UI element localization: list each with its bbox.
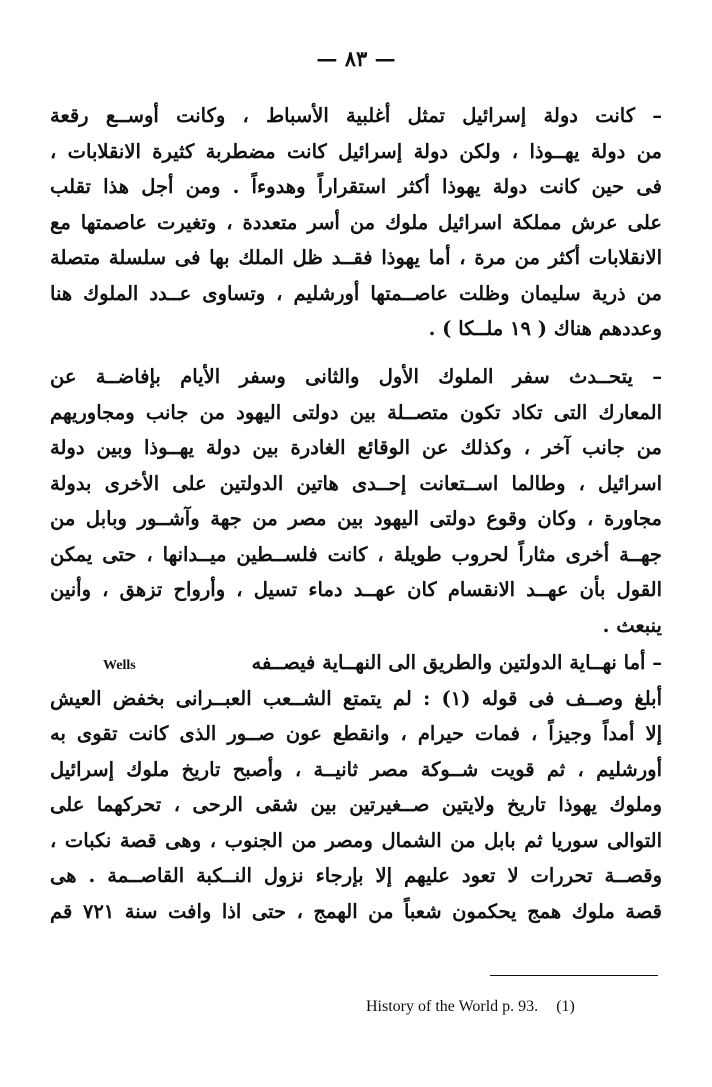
footnote-text: History of the World p. 93. [366, 998, 539, 1015]
text-line: فى حين كانت دولة يهوذا أكثر استقراراً وهدوءاً . ومن أجل هذا تقلب [50, 175, 662, 198]
footnote [366, 998, 575, 1016]
text-line: من ذرية سليمان وظلت عاصــمتها أورشليم ، وتساوى عــدد الملوك هنا [50, 281, 662, 305]
text-line: القول بأن عهــد الانقسام كان عهــد دماء تسيل ، وأرواح تزهق ، وأنين [50, 578, 662, 601]
text-line: مجاورة ، وكان وقوع دولتى اليهود بين مصر من جهة وآشــور وبابل من [50, 507, 662, 530]
text-line: من جانب آخر ، وكذلك عن الوقائع الغادرة بين دولة يهــوذا وبين دولة [50, 436, 662, 459]
text-line: التوالى سوريا ثم بابل من الشمال ومصر من الجنوب ، وهى قصة نكبات ، [50, 828, 662, 852]
paragraph-3 [50, 645, 662, 929]
text-line: وملوك يهوذا تاريخ ولايتين صــغيرتين بين شقى الرحى ، تحركهما على [50, 793, 662, 816]
footnote-marker: (1) [556, 998, 575, 1015]
text-line: المعارك التى تكاد تكون متصــلة بين دولتى اليهود من جانب ومجاوريهم [50, 400, 662, 424]
text-line: وعددهم هناك ( ١٩ ملــكا ) . [428, 317, 662, 340]
page-number: — ٨٣ — [316, 46, 396, 71]
text-line: – أما نهــاية الدولتين والطريق الى النهــاية فيصــفه [251, 651, 662, 674]
text-line: – كانت دولة إسرائيل تمثل أغلبية الأسباط ، وكانت أوســع رقعة [50, 104, 662, 127]
text-line: على عرش مملكة اسرائيل ملوك من أسر متعددة ، وتغيرت عاصمتها مع [50, 210, 662, 234]
paragraph-2 [50, 359, 662, 643]
text-line: أورشليم ، ثم قويت شــوكة مصر ثانيــة ، وأصبح تاريخ ملوك إسرائيل [50, 757, 662, 781]
paragraph-1 [50, 98, 662, 347]
text-line: جهــة أخرى مثاراً لحروب طويلة ، كانت فلســطين ميــدانها ، حتى يمكن [50, 542, 662, 566]
text-line: وقصــة تحررات لا تعود عليهم إلا بإرجاء نزول النــكبة القاصــمة . هى [50, 864, 662, 887]
text-line: – يتحــدث سفر الملوك الأول والثانى وسفر الأيام بإفاضــة عن [50, 365, 662, 388]
text-line: إلا أمداً وجيزاً ، فمات حيرام ، وانقطع عون صــور الذى كانت تقوى به [50, 722, 662, 745]
text-line: ينبعث . [602, 613, 662, 637]
text-line: قصة ملوك همج يحكمون شعباً من الهمج ، حتى اذا وافت سنة ٧٢١ قم [50, 899, 662, 923]
text-line: أبلغ وصــف فى قوله (١) : لم يتمتع الشــعب العبــرانى بخفض العيش [50, 686, 662, 710]
footnote-divider [490, 975, 658, 976]
text-line: من دولة يهــوذا ، ولكن دولة إسرائيل كانت مضطربة كثيرة الانقلابات ، [50, 139, 662, 163]
text-line: الانقلابات أكثر من مرة ، أما يهوذا فقــد ظل الملك بها فى سلسلة متصلة [50, 246, 662, 269]
wells-author-label: Wells [103, 658, 136, 673]
text-line: اسرائيل ، وطالما اســتعانت إحــدى هاتين الدولتين على الأخرى بدولة [50, 471, 662, 495]
